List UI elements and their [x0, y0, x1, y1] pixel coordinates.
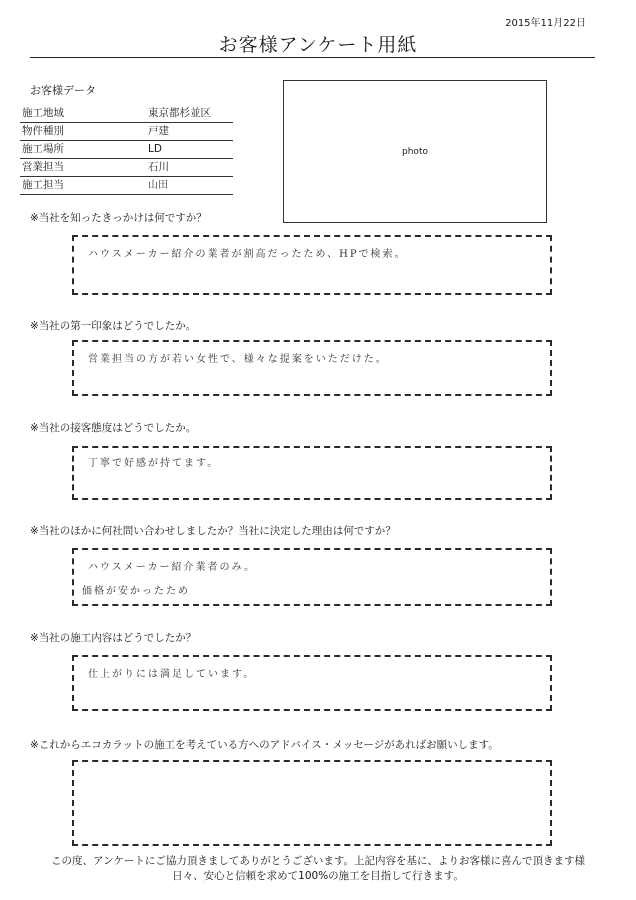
page-title: お客様アンケート用紙 — [218, 34, 418, 56]
question-4: ※当社のほかに何社問い合わせしましたか？当社に決定した理由は何ですか？ — [30, 525, 396, 537]
info-row-sales-rep — [20, 159, 233, 177]
handwritten-answer: 営業担当の方が若い女性で、様々な提案をいただけた。 — [88, 354, 388, 365]
answer-box-2 — [72, 340, 552, 396]
handwritten-answer: ハウスメーカー紹介の業者が割高だったため、HPで検索。 — [88, 249, 407, 260]
info-value: 石川 — [148, 161, 169, 173]
question-6: ※これからエコカラットの施工を考えている方へのアドバイス・メッセージがあればお願いします。 — [30, 739, 499, 751]
info-row-property-type — [20, 123, 233, 141]
info-label: 営業担当 — [22, 161, 64, 173]
answer-box-3 — [72, 446, 552, 500]
info-row-location — [20, 141, 233, 159]
footer-line-1: この度、アンケートにご協力頂きましてありがとうございます。上記内容を基に、よりお客様に喜んで頂きます様 — [50, 855, 586, 867]
answer-box-4 — [72, 548, 552, 606]
info-label: 施工地域 — [22, 107, 64, 119]
answer-box-6 — [72, 760, 552, 846]
title-divider — [30, 57, 595, 58]
info-value-handwritten: 山田 — [148, 180, 168, 191]
handwritten-answer: 丁寧で好感が持てます。 — [88, 458, 220, 469]
info-label: 施工担当 — [22, 179, 64, 191]
handwritten-answer: ハウスメーカー紹介業者のみ。 — [88, 562, 257, 573]
customer-data-heading: お客様データ — [30, 84, 96, 97]
question-1: ※当社を知ったきっかけは何ですか？ — [30, 212, 207, 224]
question-2: ※当社の第一印象はどうでしたか。 — [30, 320, 197, 332]
footer-line-2: 日々、安心と信頼を求めて100%の施工を目指して行きます。 — [172, 870, 464, 882]
handwritten-answer: 価格が安かったため — [82, 586, 190, 597]
handwritten-answer: 仕上がりには満足しています。 — [88, 669, 256, 680]
survey-date: 2015年11月22日 — [505, 18, 586, 29]
info-value: 戸建 — [148, 125, 169, 137]
info-row-area — [20, 105, 233, 123]
info-value: 東京都杉並区 — [148, 107, 211, 119]
answer-box-5 — [72, 655, 552, 711]
question-3: ※当社の接客態度はどうでしたか。 — [30, 422, 197, 434]
customer-data-table — [20, 105, 233, 195]
question-5: ※当社の施工内容はどうでしたか？ — [30, 632, 197, 644]
info-label: 物件種別 — [22, 125, 64, 137]
info-row-installer — [20, 177, 233, 195]
photo-label: photo — [402, 146, 428, 157]
photo-placeholder — [283, 80, 547, 223]
info-label: 施工場所 — [22, 143, 64, 155]
answer-box-1 — [72, 235, 552, 295]
info-value: LD — [148, 143, 162, 155]
